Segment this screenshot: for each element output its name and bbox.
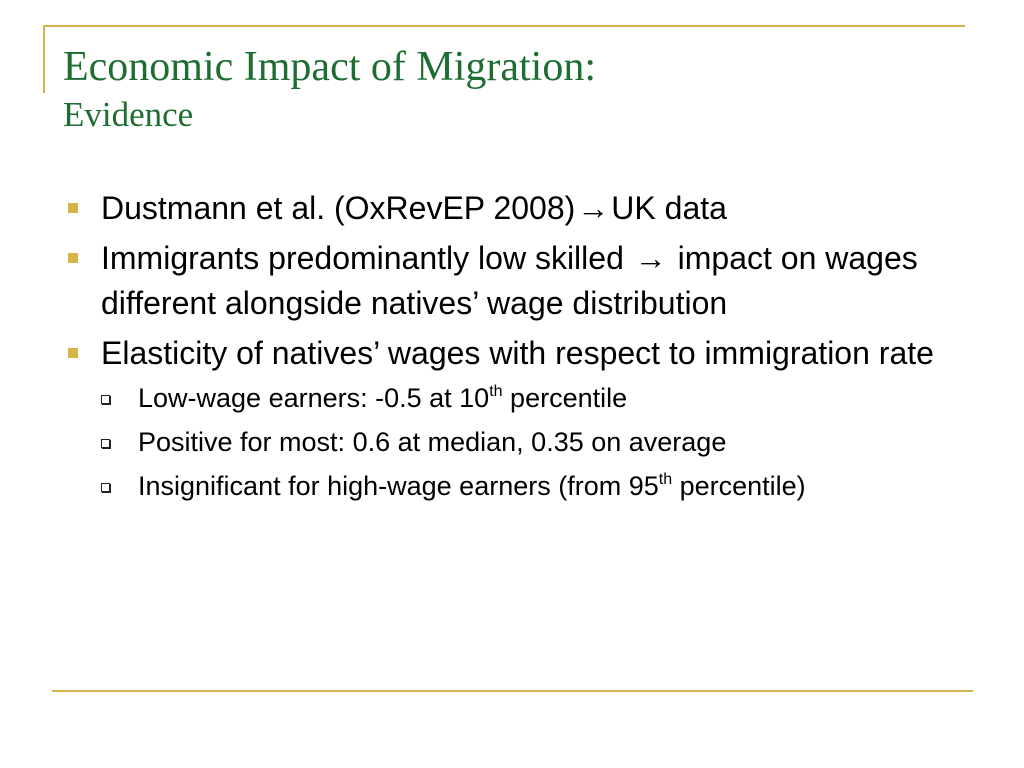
sub-bullet-high-wage [101, 469, 956, 503]
bullet-item-immigrants [66, 236, 956, 326]
sub-bullet-positive [101, 425, 956, 459]
filled-square-bullet-icon [68, 253, 78, 263]
sub-bullet-text: percentile) [672, 471, 806, 501]
top-decorative-rule [44, 25, 965, 27]
bottom-decorative-rule [52, 690, 973, 692]
slide-title [63, 44, 963, 138]
sub-bullet-text: Insignificant for high-wage earners (from 95 [138, 471, 659, 501]
hollow-square-bullet-icon [101, 439, 110, 448]
superscript: th [658, 471, 673, 488]
bullet-text: Elasticity of natives’ wages with respect to immigration rate [101, 335, 934, 371]
right-arrow-icon: → [577, 190, 610, 226]
bullet-text: Immigrants predominantly low skilled [101, 240, 633, 276]
sub-bullet-text: percentile [502, 383, 628, 413]
sub-bullet-text: Low-wage earners: -0.5 at 10 [138, 383, 490, 413]
filled-square-bullet-icon [68, 203, 78, 213]
bullet-list [66, 186, 956, 513]
bullet-text: Dustmann et al. (OxRevEP 2008) [101, 190, 576, 226]
slide-title-line-2: Evidence [63, 95, 194, 134]
sub-bullet-text: Positive for most: 0.6 at median, 0.35 on average [138, 427, 727, 457]
superscript: th [489, 383, 503, 400]
slide-title-line-1: Economic Impact of Migration: [63, 44, 597, 90]
bullet-item-elasticity [66, 331, 956, 503]
right-arrow-icon: → [634, 240, 667, 276]
hollow-square-bullet-icon [101, 483, 110, 492]
left-decorative-rule [43, 25, 45, 93]
bullet-item-dustmann [66, 186, 956, 231]
sub-bullet-low-wage [101, 381, 956, 415]
filled-square-bullet-icon [68, 348, 78, 358]
bullet-text: UK data [611, 190, 727, 226]
bullet-text: impact on wages different alongside natives’ wage distribution [101, 240, 918, 321]
hollow-square-bullet-icon [101, 395, 110, 404]
sub-bullet-list [101, 381, 956, 503]
